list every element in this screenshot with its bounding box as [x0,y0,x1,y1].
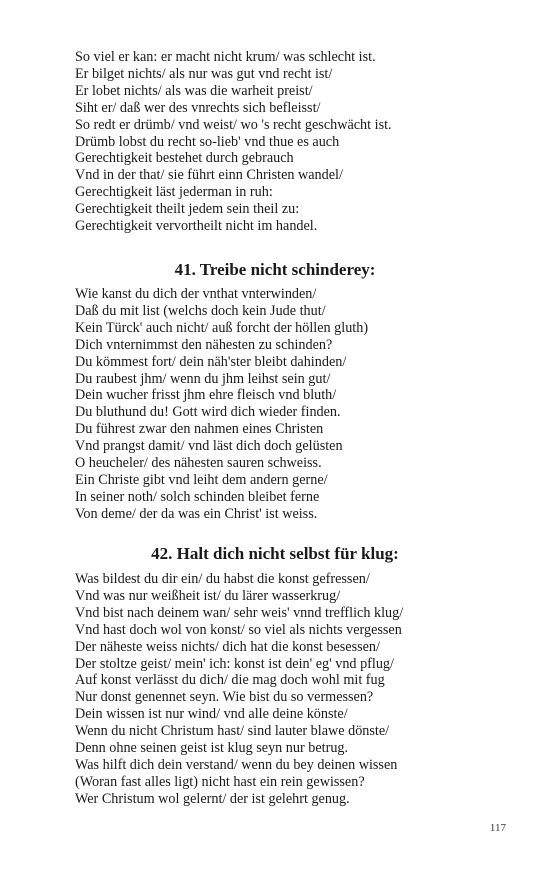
verse-line: Du raubest jhm/ wenn du jhm leihst sein gut/ [75,370,331,387]
verse-line: Was hilft dich dein verstand/ wenn du bey deinen wissen [75,756,398,773]
verse-line: Du bluthund du! Gott wird dich wieder finden. [75,404,341,421]
verse-line: Dein wucher frisst jhm ehre fleisch vnd bluth/ [75,387,337,404]
poem-42-title: 42. Halt dich nicht selbst für klug: [151,544,399,563]
page-number: 117 [489,822,506,834]
verse-line: Gerechtigkeit läst jederman in ruh: [75,184,273,201]
verse-line: Vnd was nur weißheit ist/ du lärer wasserkrug/ [75,587,341,604]
poem-42-stanza [75,571,515,808]
verse-line: Er bilget nichts/ als nur was gut vnd recht ist/ [75,65,333,82]
verse-line: Kein Türck' auch nicht/ auß forcht der höllen gluth) [75,319,369,336]
verse-line: Der stoltze geist/ mein' ich: konst ist dein' eg' vnd pflug/ [75,655,394,672]
intro-stanza [75,49,515,235]
verse-line: Wenn du nicht Christum hast/ sind lauter blawe dönste/ [75,723,390,740]
verse-line: Er lobet nichts/ als was die warheit preist/ [75,82,313,99]
verse-line: Von deme/ der da was ein Christ' ist weiss. [75,505,318,522]
verse-line: O heucheler/ des nähesten sauren schweiss. [75,455,322,472]
verse-line: Nur donst genennet seyn. Wie bist du so vermessen? [75,689,374,706]
verse-line: Wer Christum wol gelernt/ der ist gelehrt genug. [75,790,350,807]
poem-41-stanza [75,286,515,523]
verse-line: Vnd hast doch wol von konst/ so viel als nichts vergessen [75,621,402,638]
verse-line: Du führest zwar den nahmen eines Christen [75,421,324,438]
verse-line: So redt er drümb/ vnd weist/ wo 's recht geschwächt ist. [75,116,392,133]
poem-41-title: 41. Treibe nicht schinderey: [174,260,376,279]
verse-line: Auf konst verlässt du dich/ die mag doch wohl mit fug [75,672,385,689]
verse-line: Ein Christe gibt vnd leiht dem andern gerne/ [75,471,328,488]
verse-line: Gerechtigkeit theilt jedem sein theil zu: [75,201,300,218]
verse-line: Gerechtigkeit bestehet durch gebrauch [75,150,294,167]
verse-line: Denn ohne seinen geist ist klug seyn nur betrug. [75,740,349,757]
verse-line: Vnd in der that/ sie führt einn Christen wandel/ [75,167,343,184]
verse-line: Gerechtigkeit vervortheilt nicht im handel. [75,218,318,235]
verse-line: Was bildest du dir ein/ du habst die konst gefressen/ [75,571,370,587]
verse-line: Dein wissen ist nur wind/ vnd alle deine könste/ [75,706,348,723]
verse-line: So viel er kan: er macht nicht krum/ was schlecht ist. [75,49,376,65]
verse-line: In seiner noth/ solch schinden bleibet ferne [75,488,320,505]
verse-line: Daß du mit list (welchs doch kein Jude thut/ [75,302,326,319]
verse-line: Drümb lobst du recht so-lieb' vnd thue es auch [75,133,340,150]
verse-line: (Woran fast alles ligt) nicht hast ein rein gewissen? [75,773,365,790]
verse-line: Du kömmest fort/ dein näh'ster bleibt dahinden/ [75,353,347,370]
verse-line: Vnd prangst damit/ vnd läst dich doch gelüsten [75,438,343,455]
verse-line: Vnd bist nach deinem wan/ sehr weis' vnnd trefflich klug/ [75,604,404,621]
verse-line: Wie kanst du dich der vnthat vnterwinden/ [75,286,317,302]
verse-line: Der näheste weiss nichts/ dich hat die konst besessen/ [75,638,380,655]
verse-line: Siht er/ daß wer des vnrechts sich befleisst/ [75,99,321,116]
verse-line: Dich vnternimmst den nähesten zu schinden? [75,336,333,353]
